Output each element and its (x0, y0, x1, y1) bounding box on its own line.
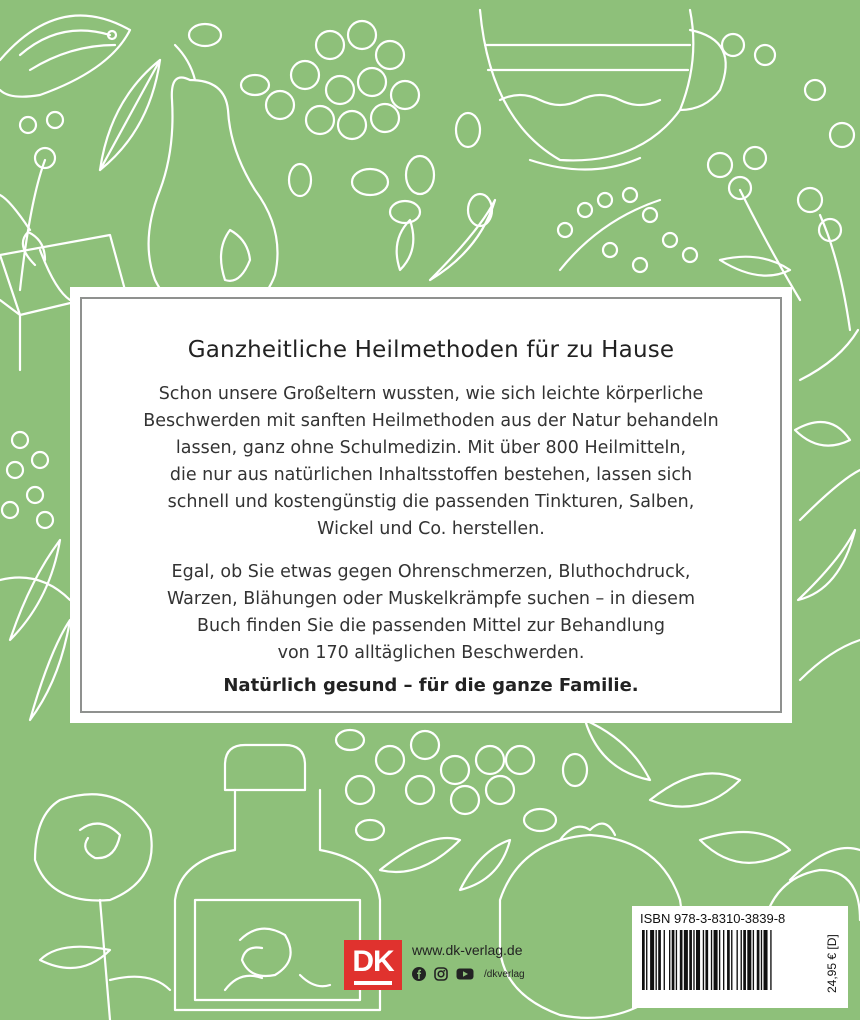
panel-frame (80, 297, 782, 713)
barcode-bar (693, 930, 694, 990)
paragraph-2-line: Warzen, Blähungen oder Muskelkrämpfe suchen – in diesem (167, 589, 695, 609)
paragraph-1-line: Schon unsere Großeltern wussten, wie sich leichte körperliche (158, 384, 704, 404)
dk-logo (344, 940, 402, 990)
barcode-bar (646, 930, 647, 990)
barcode-bar (727, 930, 730, 990)
price-label: 24,95 € [D] (825, 934, 839, 994)
youtube-icon[interactable] (456, 967, 474, 981)
barcode-bar (723, 930, 724, 990)
paragraph-1-line: Wickel und Co. herstellen. (317, 519, 545, 539)
barcode-bar (737, 930, 738, 990)
paragraph-1-line: die nur aus natürlichen Inhaltsstoffen bestehen, lassen sich (169, 465, 693, 485)
panel-title: Ganzheitliche Heilmethoden für zu Hause (187, 337, 675, 363)
tagline: Natürlich gesund – für die ganze Familie. (223, 675, 639, 696)
publisher-block (344, 940, 566, 994)
barcode-bar (770, 930, 771, 990)
barcode-bar (731, 930, 732, 990)
barcode-bar (669, 930, 670, 990)
barcode-bar (719, 930, 720, 990)
barcode-bar (642, 930, 645, 990)
social-handle[interactable]: /dkverlag (484, 968, 525, 980)
barcode-bar (747, 930, 751, 990)
facebook-icon[interactable] (412, 967, 426, 981)
barcode-bar (680, 930, 683, 990)
dk-logo-text: DK (352, 945, 394, 978)
barcode-bar (672, 930, 675, 990)
barcode-bar (650, 930, 654, 990)
barcode-bar (656, 930, 657, 990)
paragraph-2 (122, 559, 740, 667)
barcode-bar (705, 930, 708, 990)
barcode-bar (714, 930, 718, 990)
paragraph-1-line: Beschwerden mit sanften Heilmethoden aus der Natur behandeln (143, 411, 719, 431)
paragraph-2-line: Egal, ob Sie etwas gegen Ohrenschmerzen, Bluthochdruck, (171, 562, 691, 582)
barcode-bar (703, 930, 704, 990)
publisher-url[interactable]: www.dk-verlag.de (412, 942, 523, 958)
barcode-bar (684, 930, 688, 990)
barcode-bar (676, 930, 677, 990)
instagram-icon[interactable] (434, 967, 448, 981)
barcode-bar (664, 930, 665, 990)
barcode-bar (696, 930, 700, 990)
paragraph-1 (122, 381, 740, 543)
barcode-bar (761, 930, 762, 990)
barcode-bar (711, 930, 712, 990)
isbn-barcode-box (632, 906, 848, 1008)
barcode-bar (743, 930, 746, 990)
dk-logo-stripe (354, 981, 392, 985)
paragraph-2-line: Buch finden Sie die passenden Mittel zur Behandlung (197, 616, 665, 636)
description-panel (70, 287, 792, 723)
barcode-bar (764, 930, 768, 990)
barcode-bar (658, 930, 661, 990)
panel-body (122, 381, 740, 667)
social-links (412, 967, 525, 981)
isbn-label: ISBN 978-3-8310-3839-8 (640, 911, 786, 926)
barcode-bar (689, 930, 692, 990)
barcode-bar (753, 930, 754, 990)
barcode (640, 930, 816, 990)
paragraph-1-line: schnell und kostengünstig die passenden Tinkturen, Salben, (167, 492, 695, 512)
paragraph-1-line: lassen, ganz ohne Schulmedizin. Mit über 800 Heilmitteln, (175, 438, 687, 458)
barcode-bar (741, 930, 742, 990)
barcode-bar (757, 930, 760, 990)
paragraph-2-line: von 170 alltäglichen Beschwerden. (277, 643, 585, 663)
